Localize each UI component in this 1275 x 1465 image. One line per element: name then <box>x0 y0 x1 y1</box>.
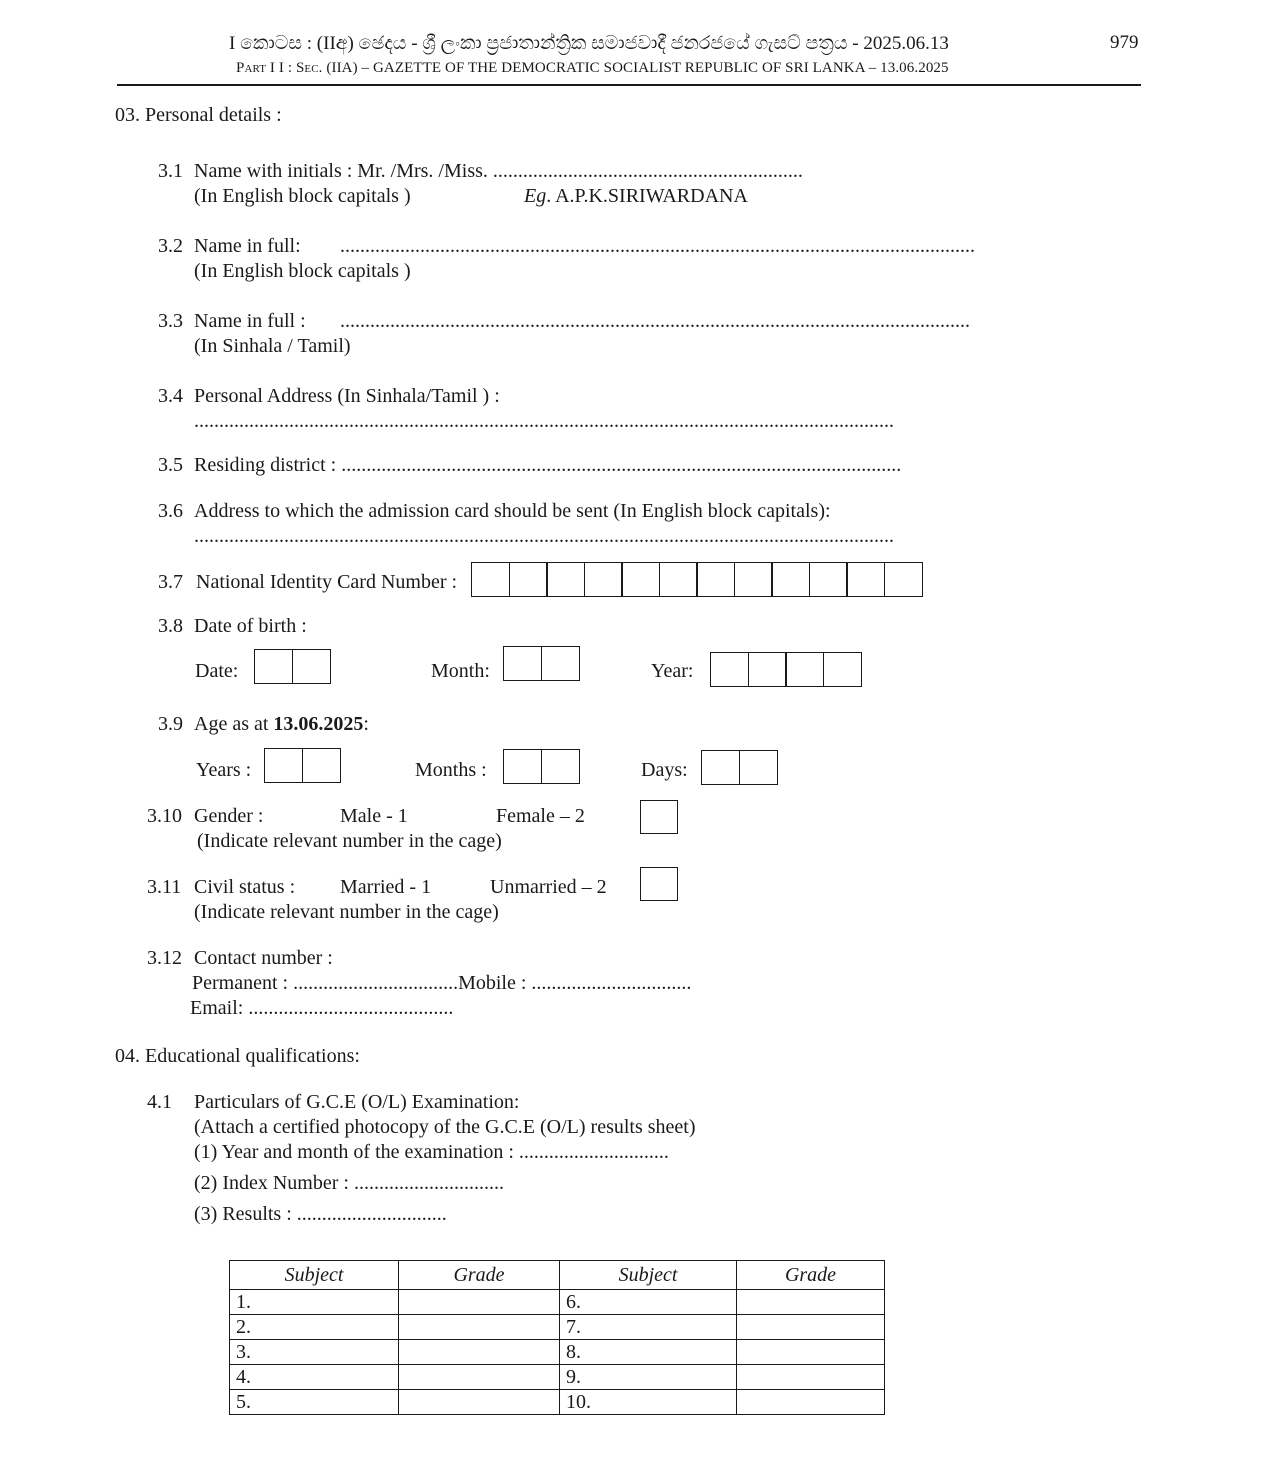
age-days-box[interactable] <box>739 750 778 785</box>
item-3-12-num: 3.12 <box>147 947 182 969</box>
subject-cell[interactable]: 10. <box>560 1390 737 1415</box>
item-3-7-num: 3.7 <box>158 571 183 593</box>
subject-cell[interactable]: 4. <box>230 1365 399 1390</box>
table-row <box>230 1340 885 1365</box>
item-3-4-label: Personal Address (In Sinhala/Tamil ) : <box>194 385 500 407</box>
subject-cell[interactable]: 6. <box>560 1290 737 1315</box>
nic-box[interactable] <box>809 562 848 597</box>
header-subject-right: Subject <box>560 1261 737 1290</box>
subject-cell[interactable]: 3. <box>230 1340 399 1365</box>
civil-option-unmarried: Unmarried – 2 <box>490 876 607 898</box>
item-3-10-label: Gender : <box>194 805 264 827</box>
age-years-box[interactable] <box>264 748 303 783</box>
age-days-box[interactable] <box>701 750 740 785</box>
subject-cell[interactable]: 2. <box>230 1315 399 1340</box>
section-04-title: 04. Educational qualifications: <box>115 1045 360 1067</box>
grade-cell[interactable] <box>399 1340 560 1365</box>
item-4-1-sub: (Attach a certified photocopy of the G.C.E (O/L) results sheet) <box>194 1116 696 1138</box>
item-3-12-label: Contact number : <box>194 947 333 969</box>
gender-cage[interactable] <box>640 800 678 834</box>
item-3-4-field[interactable]: ............................................................................................................................................ <box>194 410 894 432</box>
dob-year-box[interactable] <box>710 652 749 687</box>
dob-year-boxes[interactable] <box>710 652 862 687</box>
example-label: Eg <box>524 185 547 207</box>
subject-cell[interactable]: 9. <box>560 1365 737 1390</box>
item-3-8-num: 3.8 <box>158 615 183 637</box>
item-3-5-num: 3.5 <box>158 454 183 476</box>
item-3-11-num: 3.11 <box>147 876 182 898</box>
item-3-10-num: 3.10 <box>147 805 182 827</box>
item-3-9-label <box>194 714 369 734</box>
item-3-5-label[interactable]: Residing district : ................................................................................................................ <box>194 454 902 476</box>
grade-cell[interactable] <box>399 1315 560 1340</box>
dob-month-label: Month: <box>431 660 490 682</box>
nic-number-boxes[interactable] <box>471 562 923 597</box>
grade-cell[interactable] <box>399 1365 560 1390</box>
item-3-3-num: 3.3 <box>158 310 183 332</box>
table-row <box>230 1390 885 1415</box>
exam-results-field[interactable]: (3) Results : .............................. <box>194 1203 447 1225</box>
table-row <box>230 1315 885 1340</box>
age-months-box[interactable] <box>541 749 580 784</box>
gender-option-male: Male - 1 <box>340 805 408 827</box>
dob-month-boxes[interactable] <box>503 646 580 681</box>
dob-date-label: Date: <box>195 660 239 682</box>
item-3-6-field[interactable]: ............................................................................................................................................ <box>194 525 894 547</box>
page-number: 979 <box>1110 32 1139 53</box>
gender-option-female: Female – 2 <box>496 805 585 827</box>
table-row <box>230 1290 885 1315</box>
grade-cell[interactable] <box>399 1290 560 1315</box>
nic-box[interactable] <box>659 562 698 597</box>
header-part: Part I <box>236 60 276 76</box>
age-days-label: Days: <box>641 759 688 781</box>
dob-month-box[interactable] <box>503 646 542 681</box>
item-3-3-field[interactable]: .............................................................................................................................. <box>340 310 970 332</box>
ol-results-table <box>229 1260 885 1415</box>
dob-date-box[interactable] <box>292 649 331 684</box>
subject-cell[interactable]: 8. <box>560 1340 737 1365</box>
civil-option-married: Married - 1 <box>340 876 432 898</box>
dob-year-box[interactable] <box>823 652 862 687</box>
subject-cell[interactable]: 7. <box>560 1315 737 1340</box>
nic-box[interactable] <box>846 562 885 597</box>
nic-box[interactable] <box>546 562 585 597</box>
item-3-2-sub: (In English block capitals ) <box>194 260 411 282</box>
header-subject-left: Subject <box>230 1261 399 1290</box>
age-days-boxes[interactable] <box>701 750 778 785</box>
dob-year-label: Year: <box>651 660 694 682</box>
age-label-pre: Age as at <box>194 713 274 735</box>
age-years-box[interactable] <box>302 748 341 783</box>
item-3-11-sub: (Indicate relevant number in the cage) <box>194 901 499 923</box>
item-3-11-label: Civil status : <box>194 876 296 898</box>
grade-cell[interactable] <box>737 1315 885 1340</box>
table-header-row <box>230 1261 885 1290</box>
subject-cell[interactable]: 5. <box>230 1390 399 1415</box>
subject-cell[interactable]: 1. <box>230 1290 399 1315</box>
item-3-9-num: 3.9 <box>158 713 183 735</box>
nic-box[interactable] <box>471 562 510 597</box>
item-3-2-label: Name in full: <box>194 235 301 257</box>
item-3-3-sub: (In Sinhala / Tamil) <box>194 335 351 357</box>
grade-cell[interactable] <box>737 1365 885 1390</box>
item-4-1-num: 4.1 <box>147 1091 172 1113</box>
civil-status-cage[interactable] <box>640 867 678 901</box>
table-row <box>230 1365 885 1390</box>
item-3-6-label: Address to which the admission card should be sent (In English block capitals): <box>194 500 831 522</box>
dob-month-box[interactable] <box>541 646 580 681</box>
header-rule <box>117 84 1141 86</box>
exam-year-month-field[interactable]: (1) Year and month of the examination : .............................. <box>194 1141 669 1163</box>
exam-index-number-field[interactable]: (2) Index Number : .............................. <box>194 1172 504 1194</box>
age-years-boxes[interactable] <box>264 748 341 783</box>
item-3-1-num: 3.1 <box>158 160 183 182</box>
header-sinhala-line: I කොටස : (IIඅ) ඡෙදය - ශ්‍රී ලංකා ප්‍රජාතාන්ත්‍රික සමාජවාදී ජනරජයේ ගැසට් පත්‍රය - 2025.06.13 <box>229 33 949 54</box>
contact-phone-fields[interactable]: Permanent : .................................Mobile : ................................ <box>192 972 692 994</box>
dob-date-box[interactable] <box>254 649 293 684</box>
grade-cell[interactable] <box>737 1390 885 1415</box>
nic-box[interactable] <box>621 562 660 597</box>
header-rest: (IIA) – GAZETTE OF THE DEMOCRATIC SOCIALIST REPUBLIC OF SRI LANKA – 13.06.2025 <box>326 60 949 76</box>
age-months-box[interactable] <box>503 749 542 784</box>
nic-box[interactable] <box>884 562 923 597</box>
item-3-7-label: National Identity Card Number : <box>196 571 458 593</box>
item-3-8-label: Date of birth : <box>194 615 307 637</box>
age-months-boxes[interactable] <box>503 749 580 784</box>
grade-cell[interactable] <box>737 1340 885 1365</box>
nic-box[interactable] <box>734 562 773 597</box>
item-3-1-example <box>524 186 748 206</box>
header-grade-right: Grade <box>737 1261 885 1290</box>
item-3-1-label: Name with initials : Mr. /Mrs. /Miss. .............................................................. <box>194 160 803 182</box>
header-grade-left: Grade <box>399 1261 560 1290</box>
nic-box[interactable] <box>509 562 548 597</box>
example-value: . A.P.K.SIRIWARDANA <box>546 185 748 207</box>
item-3-2-field[interactable]: ............................................................................................................................... <box>340 235 975 257</box>
dob-date-boxes[interactable] <box>254 649 331 684</box>
age-reference-date: 13.06.2025 <box>273 713 364 735</box>
item-3-6-num: 3.6 <box>158 500 183 522</box>
age-months-label: Months : <box>415 759 487 781</box>
header-sec: Sec. <box>295 60 323 76</box>
nic-box[interactable] <box>696 562 735 597</box>
header-english-line: Part I I : Sec. (IIA) – GAZETTE OF THE DEMOCRATIC SOCIALIST REPUBLIC OF SRI LANKA – 13.06.2025 <box>236 60 949 76</box>
contact-email-field[interactable]: Email: ......................................... <box>190 997 454 1019</box>
nic-box[interactable] <box>771 562 810 597</box>
item-3-1-sub: (In English block capitals ) <box>194 185 411 207</box>
dob-year-box[interactable] <box>785 652 824 687</box>
age-years-label: Years : <box>196 759 252 781</box>
item-3-10-sub: (Indicate relevant number in the cage) <box>197 830 502 852</box>
item-3-4-num: 3.4 <box>158 385 183 407</box>
grade-cell[interactable] <box>737 1290 885 1315</box>
item-3-2-num: 3.2 <box>158 235 183 257</box>
item-4-1-label: Particulars of G.C.E (O/L) Examination: <box>194 1091 520 1113</box>
section-03-title: 03. Personal details : <box>115 104 282 126</box>
dob-year-box[interactable] <box>748 652 787 687</box>
nic-box[interactable] <box>584 562 623 597</box>
age-label-post: : <box>363 713 369 735</box>
grade-cell[interactable] <box>399 1390 560 1415</box>
item-3-3-label: Name in full : <box>194 310 306 332</box>
